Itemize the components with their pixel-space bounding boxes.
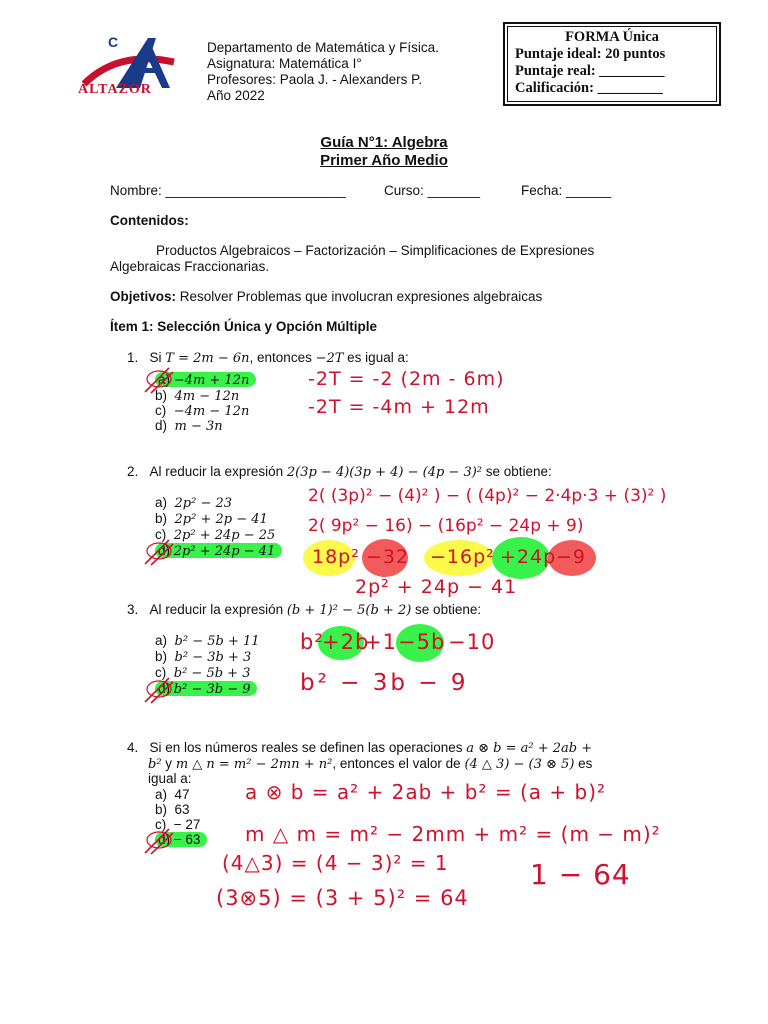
subject: Asignatura: Matemática I°	[207, 56, 362, 71]
q3-option-d[interactable]: d) b² − 3b − 9	[155, 681, 257, 697]
question-4-stem-line2: b² y m △ n = m² − 2mn + n², entonces el valor de (4 △ 3) − (3 ⊗ 5) es	[148, 756, 593, 772]
q4-work-line2: m △ m = m² − 2mm + m² = (m − m)²	[245, 822, 661, 846]
q3-work-5b: −5b	[398, 630, 446, 654]
q3-work-10: −10	[448, 630, 496, 654]
header-info	[207, 40, 439, 104]
q1-option-a[interactable]: a) −4m + 12n	[155, 372, 256, 388]
guide-subtitle: Primer Año Medio	[320, 152, 448, 169]
form-type: FORMA Única	[565, 29, 659, 45]
q2-term-2: −32	[366, 546, 410, 568]
q3-option-a[interactable]: a) b² − 5b + 11	[155, 633, 260, 649]
q4-answer-mark-icon	[143, 827, 175, 855]
date-field[interactable]: Fecha: ______	[521, 183, 612, 198]
logo-letter: C	[108, 34, 119, 50]
question-3-stem: 3. Al reducir la expresión (b + 1)² − 5(b + 2) se obtiene:	[127, 602, 482, 618]
q3-answer-mark-icon	[143, 676, 175, 704]
q2-term-4: +24p	[500, 546, 557, 568]
name-field[interactable]: Nombre: ________________________	[110, 183, 346, 198]
q4-option-c[interactable]: c) − 27	[155, 817, 201, 832]
q1-option-c[interactable]: c) −4m − 12n	[155, 403, 250, 419]
q3-option-b[interactable]: b) b² − 3b + 3	[155, 649, 252, 665]
q4-work-line3: (4△3) = (4 − 3)² = 1	[222, 851, 449, 875]
objectives	[110, 289, 542, 305]
score-box	[503, 22, 721, 106]
q1-work-line1: -2T = -2 (2m - 6m)	[308, 368, 505, 390]
ideal-score: Puntaje ideal: 20 puntos	[515, 46, 666, 62]
contents-text-line1: Productos Algebraicos – Factorización – Simplificaciones de Expresiones	[156, 243, 595, 258]
q1-work-line2: -2T = -4m + 12m	[308, 396, 490, 418]
course-field[interactable]: Curso: _______	[384, 183, 481, 198]
q1-option-d[interactable]: d) m − 3n	[155, 418, 223, 434]
q2-term-3: −16p²	[430, 546, 495, 568]
item1-heading: Ítem 1: Selección Única y Opción Múltiple	[110, 319, 378, 334]
teachers: Profesores: Paola J. - Alexanders P.	[207, 72, 423, 87]
logo-text: ALTAZOR	[78, 82, 152, 97]
question-2-stem: 2. Al reducir la expresión 2(3p − 4)(3p + 4) − (4p − 3)² se obtiene:	[127, 464, 552, 480]
year: Año 2022	[207, 88, 265, 103]
q3-work-b2: b²	[300, 630, 324, 654]
contents-heading: Contenidos:	[110, 213, 189, 228]
q3-option-c[interactable]: c) b² − 5b + 3	[155, 665, 251, 681]
contents-text-line2: Algebraicas Fraccionarias.	[110, 259, 270, 274]
q2-result: 2p² + 24p − 41	[355, 576, 518, 598]
q4-option-d[interactable]: d) − 63	[155, 832, 207, 847]
q1-answer-mark-icon	[143, 366, 175, 394]
objectives-heading: Objetivos:	[110, 289, 177, 304]
q4-option-a[interactable]: a) 47	[155, 787, 190, 802]
q1-option-b[interactable]: b) 4m − 12n	[155, 388, 240, 404]
q4-final: 1 − 64	[530, 858, 631, 891]
q2-option-d[interactable]: d) 2p² + 24p − 41	[155, 543, 282, 559]
objectives-text: Resolver Problemas que involucran expresiones algebraicas	[176, 289, 543, 304]
q2-answer-mark-icon	[143, 538, 175, 566]
department: Departamento de Matemática y Física.	[207, 40, 439, 55]
q4-work-line4: (3⊗5) = (3 + 5)² = 64	[216, 886, 469, 910]
q2-option-a[interactable]: a) 2p² − 23	[155, 495, 233, 511]
q2-term-1: 18p²	[312, 546, 360, 568]
school-logo	[78, 32, 182, 102]
q3-work-plus1: +1	[364, 630, 397, 654]
q2-work-line1: 2( (3p)² − (4)² ) − ( (4p)² − 2·4p·3 + (3)² )	[308, 486, 667, 506]
question-4-stem-line3: igual a:	[148, 771, 192, 786]
q4-option-b[interactable]: b) 63	[155, 802, 190, 817]
q3-work-2b: +2b	[322, 630, 370, 654]
q4-work-line1: a ⊗ b = a² + 2ab + b² = (a + b)²	[245, 780, 607, 804]
guide-title: Guía N°1: Algebra	[320, 134, 448, 151]
q2-option-c[interactable]: c) 2p² + 24p − 25	[155, 527, 276, 543]
real-score: Puntaje real: _________	[515, 63, 665, 79]
grade: Calificación: _________	[515, 80, 663, 96]
q2-work-line2: 2( 9p² − 16) − (16p² − 24p + 9)	[308, 516, 584, 536]
q2-term-5: −9	[556, 546, 587, 568]
q3-result: b² − 3b − 9	[300, 670, 469, 696]
question-1-stem: 1. Si T = 2m − 6n, entonces −2T es igual a:	[127, 350, 409, 366]
question-4-stem-line1: 4. Si en los números reales se definen las operaciones a ⊗ b = a² + 2ab +	[127, 740, 593, 756]
q2-option-b[interactable]: b) 2p² + 2p − 41	[155, 511, 268, 527]
